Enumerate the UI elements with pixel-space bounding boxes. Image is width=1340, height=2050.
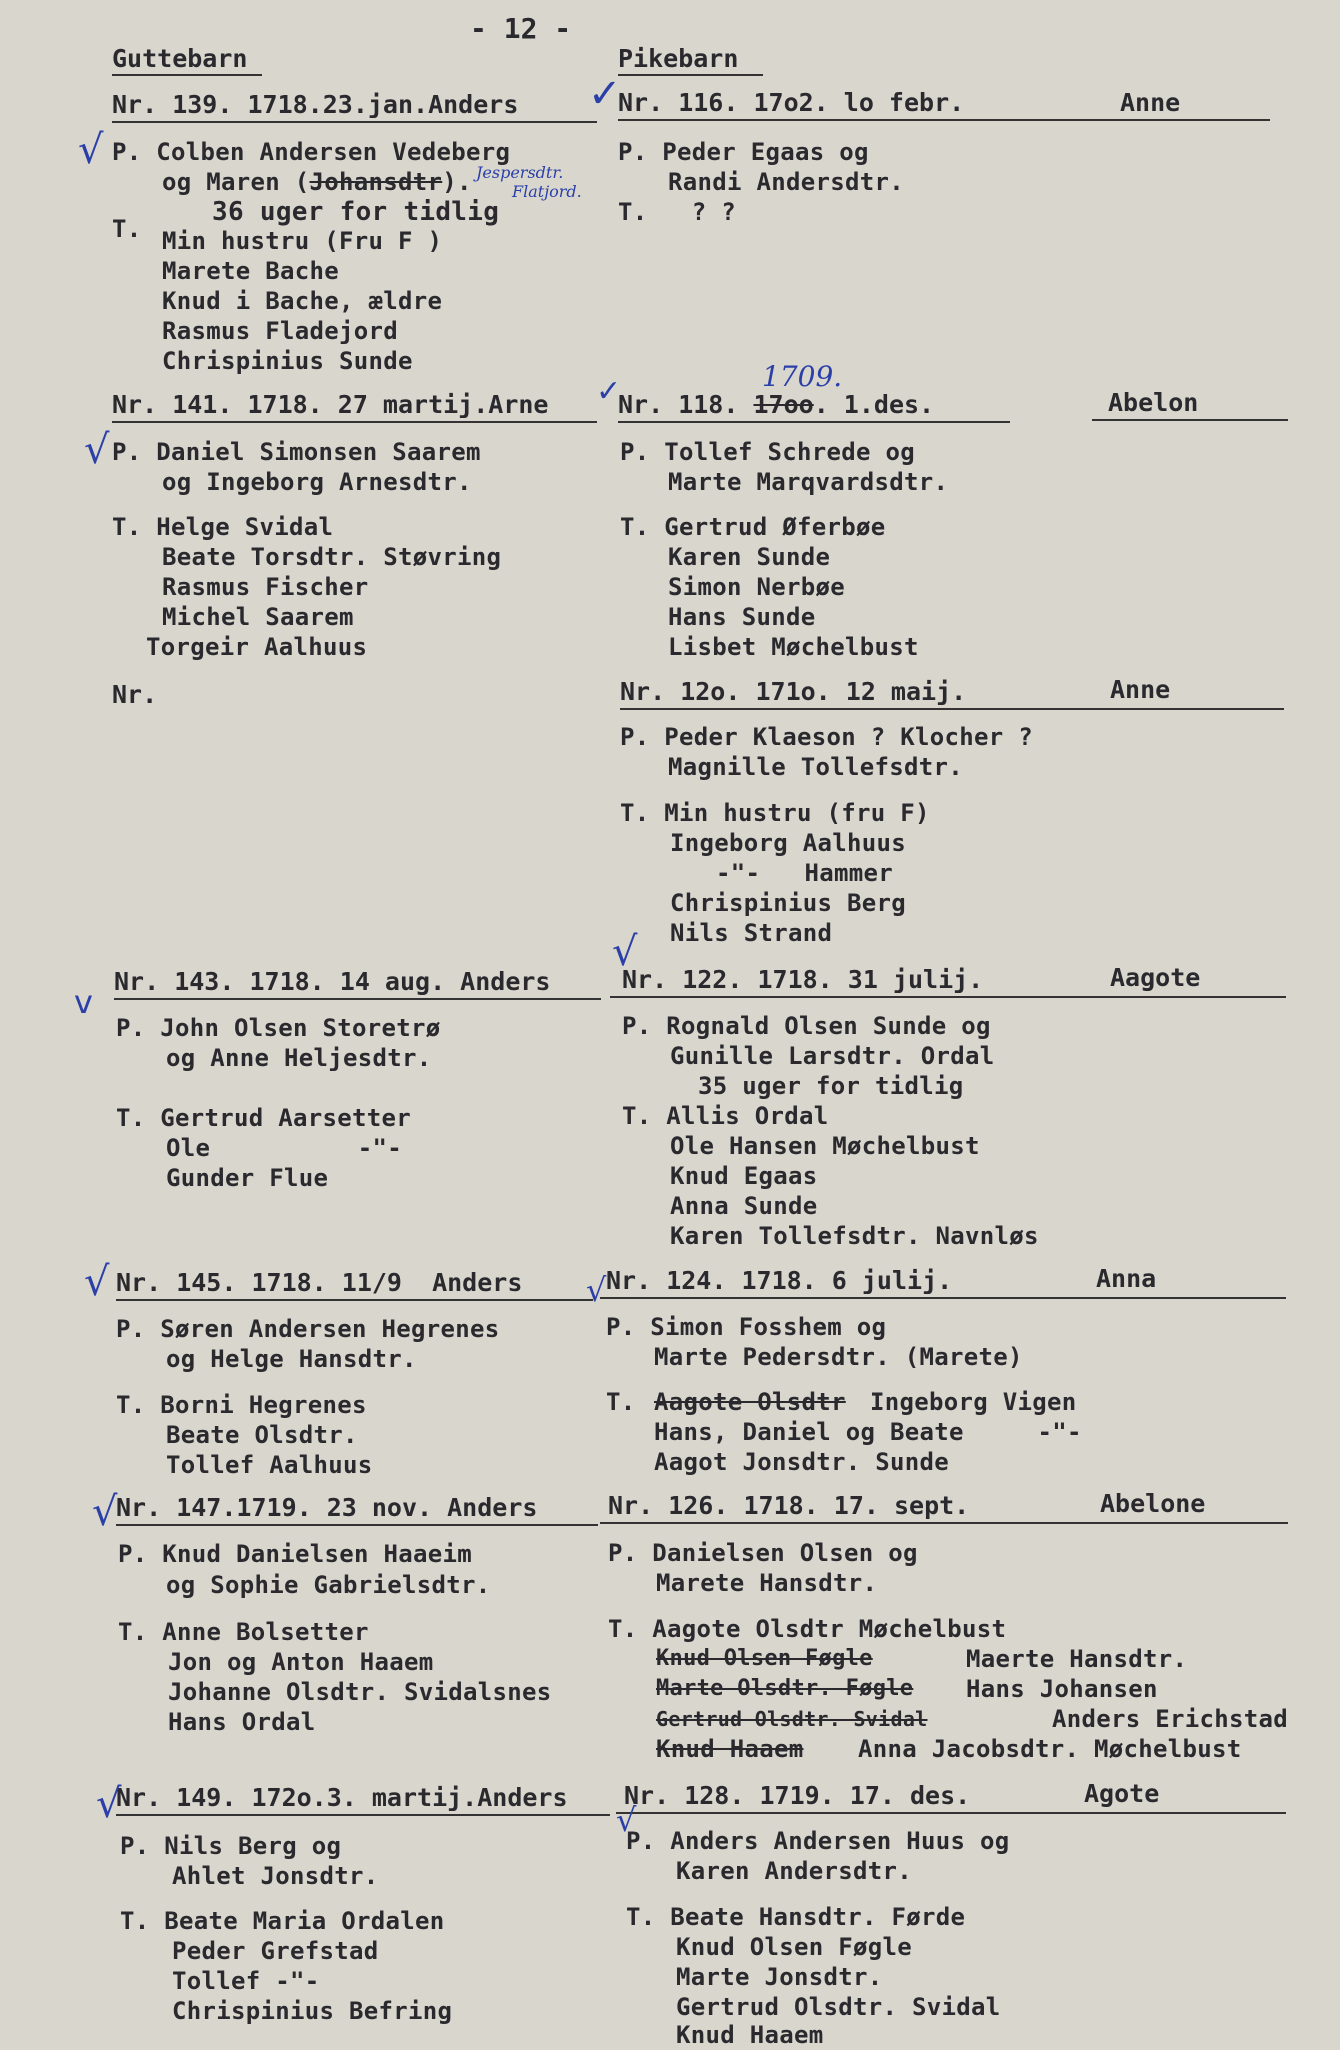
entry-line: 36 uger for tidlig — [212, 197, 500, 227]
underline — [112, 121, 597, 123]
entry-header: Nr. 122. 1718. 31 julij. — [622, 965, 984, 994]
entry-line: Anna Jacobsdtr. Møchelbust — [858, 1735, 1242, 1763]
entry-header: Nr. 116. 17o2. lo febr. — [618, 88, 965, 117]
entry-line: Nils Strand — [670, 919, 833, 947]
entry-name: Abelone — [1100, 1489, 1206, 1518]
entry-line: T. — [112, 215, 142, 243]
check-mark-icon: ✓ — [596, 374, 622, 409]
check-mark-icon: √ — [84, 1259, 110, 1305]
entry-header: Nr. 12o. 171o. 12 maij. — [620, 677, 967, 706]
entry-line: P. Nils Berg og — [120, 1832, 342, 1860]
underline — [116, 1814, 610, 1816]
entry-line: Gertrud Olsdtr. Svidal — [676, 1993, 1001, 2021]
entry-name: Abelon — [1108, 388, 1199, 417]
entry-line: Rasmus Fladejord — [162, 317, 398, 345]
entry-header: Nr. 143. 1718. 14 aug. Anders — [114, 967, 551, 996]
underline — [600, 1297, 1286, 1299]
check-mark-icon: √ — [586, 1271, 607, 1309]
entry-line: T. Allis Ordal — [622, 1102, 829, 1130]
underline — [112, 421, 597, 423]
entry-line: 35 uger for tidlig — [698, 1072, 964, 1100]
entry-line: P. Peder Egaas og — [618, 138, 869, 166]
entry-line: Hans Ordal — [168, 1708, 316, 1736]
entry-line: og Sophie Gabrielsdtr. — [166, 1571, 491, 1599]
struck-line: Aagote Olsdtr — [654, 1388, 846, 1416]
entry-line: Knud Haaem — [676, 2021, 824, 2049]
entry-line: P. Peder Klaeson ? Klocher ? — [620, 723, 1033, 751]
entry-line: T. Borni Hegrenes — [116, 1391, 367, 1419]
entry-line: P. Danielsen Olsen og — [608, 1539, 918, 1567]
entry-line: T. — [606, 1388, 636, 1416]
underline — [114, 998, 601, 1000]
entry-line: T. Gertrud Øferbøe — [620, 513, 886, 541]
struck-line: Gertrud Olsdtr. Svidal — [656, 1707, 928, 1731]
entry-header: Nr. 145. 1718. 11/9 Anders — [116, 1268, 523, 1297]
entry-line: Peder Grefstad — [172, 1937, 379, 1965]
entry-line: Karen Andersdtr. — [676, 1857, 912, 1885]
entry-line: Knud Egaas — [670, 1162, 818, 1190]
entry-line: Michel Saarem — [162, 603, 354, 631]
entry-header: Nr. 126. 1718. 17. sept. — [608, 1491, 970, 1520]
entry-line: Randi Andersdtr. — [668, 168, 904, 196]
entry-line: P. Søren Andersen Hegrenes — [116, 1315, 500, 1343]
entry-line: Karen Tollefsdtr. Navnløs — [670, 1222, 1039, 1250]
underline — [112, 74, 262, 76]
entry-line: P. Rognald Olsen Sunde og — [622, 1012, 991, 1040]
entry-header: Nr. 128. 1719. 17. des. — [624, 1781, 971, 1810]
entry-name: Agote — [1084, 1779, 1160, 1808]
entry-line: Ahlet Jonsdtr. — [172, 1862, 379, 1890]
underline — [1092, 419, 1288, 421]
entry-line: T. Helge Svidal — [112, 513, 334, 541]
underline — [620, 708, 1284, 710]
underline — [610, 996, 1286, 998]
entry-line: Knud Olsen Føgle — [676, 1933, 912, 1961]
entry-line: Beate Torsdtr. Støvring — [162, 543, 502, 571]
page-number: - 12 - — [470, 12, 572, 45]
check-mark-icon: ✓ — [588, 71, 622, 117]
entry-header: Nr. 124. 1718. 6 julij. — [606, 1266, 953, 1295]
handwritten-note: Flatjord. — [512, 182, 582, 201]
entry-line: P. Daniel Simonsen Saarem — [112, 438, 481, 466]
entry-line: Ingeborg Vigen — [870, 1388, 1077, 1416]
underline — [618, 119, 1270, 121]
entry-line: Magnille Tollefsdtr. — [668, 753, 963, 781]
entry-line: P. Colben Andersen Vedeberg — [112, 138, 511, 166]
check-mark-icon: √ — [612, 929, 638, 975]
entry-line: og Anne Heljesdtr. — [166, 1044, 432, 1072]
check-mark-icon: √ — [616, 1801, 637, 1839]
entry-line: Beate Olsdtr. — [166, 1421, 358, 1449]
entry-line: T. Beate Maria Ordalen — [120, 1907, 445, 1935]
entry-line: Simon Nerbøe — [668, 573, 845, 601]
entry-line: T. Aagote Olsdtr Møchelbust — [608, 1615, 1007, 1643]
check-mark-icon: √ — [78, 127, 104, 173]
entry-line: Aagot Jonsdtr. Sunde — [654, 1448, 949, 1476]
entry-name: Anne — [1110, 675, 1171, 704]
entry-line: Torgeir Aalhuus — [146, 633, 368, 661]
entry-line: Ole -"- — [166, 1134, 402, 1162]
entry-line: Tollef -"- — [172, 1967, 320, 1995]
entry-line: T. Anne Bolsetter — [118, 1618, 369, 1646]
entry-line: Maerte Hansdtr. — [966, 1645, 1188, 1673]
entry-line: T. Min hustru (fru F) — [620, 799, 930, 827]
entry-line: T. Gertrud Aarsetter — [116, 1104, 411, 1132]
handwritten-year: 1709. — [762, 360, 843, 393]
entry-line: Lisbet Møchelbust — [668, 633, 919, 661]
entry-line: P. Anders Andersen Huus og — [626, 1827, 1010, 1855]
entry-line: Ingeborg Aalhuus — [670, 829, 906, 857]
entry-line: P. John Olsen Storetrø — [116, 1014, 441, 1042]
entry-line: Karen Sunde — [668, 543, 831, 571]
underline — [600, 1522, 1288, 1524]
struck-line: Knud Olsen Føgle — [656, 1646, 873, 1671]
entry-header: Nr. 149. 172o.3. martij.Anders — [116, 1783, 568, 1812]
entry-name: Anne — [1120, 88, 1181, 117]
entry-line: Rasmus Fischer — [162, 573, 369, 601]
entry-line: T. Beate Hansdtr. Førde — [626, 1903, 966, 1931]
column-heading-left: Guttebarn — [112, 44, 248, 73]
struck-year: 17oo — [753, 390, 814, 419]
entry-line: Hans, Daniel og Beate -"- — [654, 1418, 1082, 1446]
check-mark-icon: v — [74, 983, 93, 1021]
entry-line: og Maren (Johansdtr). — [162, 168, 472, 196]
entry-name: Aagote — [1110, 963, 1201, 992]
entry-line: P. Tollef Schrede og — [620, 438, 915, 466]
entry-line: Chrispinius Berg — [670, 889, 906, 917]
entry-name: Anna — [1096, 1264, 1157, 1293]
entry-line: og Ingeborg Arnesdtr. — [162, 468, 472, 496]
entry-line: Anders Erichstad — [1052, 1705, 1288, 1733]
entry-line: Tollef Aalhuus — [166, 1451, 373, 1479]
entry-line: Anna Sunde — [670, 1192, 818, 1220]
entry-line: Ole Hansen Møchelbust — [670, 1132, 980, 1160]
column-heading-right: Pikebarn — [618, 44, 739, 73]
entry-line: T. ? ? — [618, 198, 736, 226]
underline — [116, 1299, 593, 1301]
entry-line: Marte Pedersdtr. (Marete) — [654, 1343, 1023, 1371]
entry-line: Hans Sunde — [668, 603, 816, 631]
check-mark-icon: √ — [84, 427, 110, 473]
entry-line: Marte Marqvardsdtr. — [668, 468, 949, 496]
entry-line: og Helge Hansdtr. — [166, 1345, 417, 1373]
entry-header: Nr. 141. 1718. 27 martij.Arne — [112, 390, 549, 419]
entry-line: -"- Hammer — [716, 859, 893, 887]
handwritten-note: Jespersdtr. — [476, 163, 564, 182]
underline — [618, 74, 763, 76]
underline — [618, 421, 1010, 423]
entry-header: Nr. 139. 1718.23.jan.Anders — [112, 90, 519, 119]
underline — [616, 1812, 1286, 1814]
entry-line: Chrispinius Befring — [172, 1997, 453, 2025]
entry-line: Hans Johansen — [966, 1675, 1158, 1703]
entry-line: Knud i Bache, ældre — [162, 287, 443, 315]
struck-line: Knud Haaem — [656, 1735, 804, 1763]
check-mark-icon: √ — [92, 1489, 118, 1535]
entry-line: Marete Hansdtr. — [656, 1569, 878, 1597]
struck-text: Johansdtr — [309, 168, 443, 196]
entry-line: Gunille Larsdtr. Ordal — [670, 1042, 995, 1070]
entry-line: Johanne Olsdtr. Svidalsnes — [168, 1678, 552, 1706]
entry-line: Chrispinius Sunde — [162, 347, 413, 375]
entry-line: Marte Jonsdtr. — [676, 1963, 883, 1991]
entry-header: Nr. — [112, 680, 158, 709]
entry-line: Min hustru (Fru F ) — [162, 227, 443, 255]
entry-header: Nr. 118. 17oo. 1.des. — [618, 390, 935, 419]
entry-line: Jon og Anton Haaem — [168, 1648, 434, 1676]
entry-header: Nr. 147.1719. 23 nov. Anders — [116, 1493, 538, 1522]
entry-line: Marete Bache — [162, 257, 339, 285]
entry-line: P. Knud Danielsen Haaeim — [118, 1540, 472, 1568]
struck-line: Marte Olsdtr. Føgle — [656, 1676, 914, 1701]
underline — [116, 1524, 598, 1526]
check-mark-icon: √ — [96, 1781, 122, 1827]
entry-line: Gunder Flue — [166, 1164, 329, 1192]
entry-line: P. Simon Fosshem og — [606, 1313, 887, 1341]
